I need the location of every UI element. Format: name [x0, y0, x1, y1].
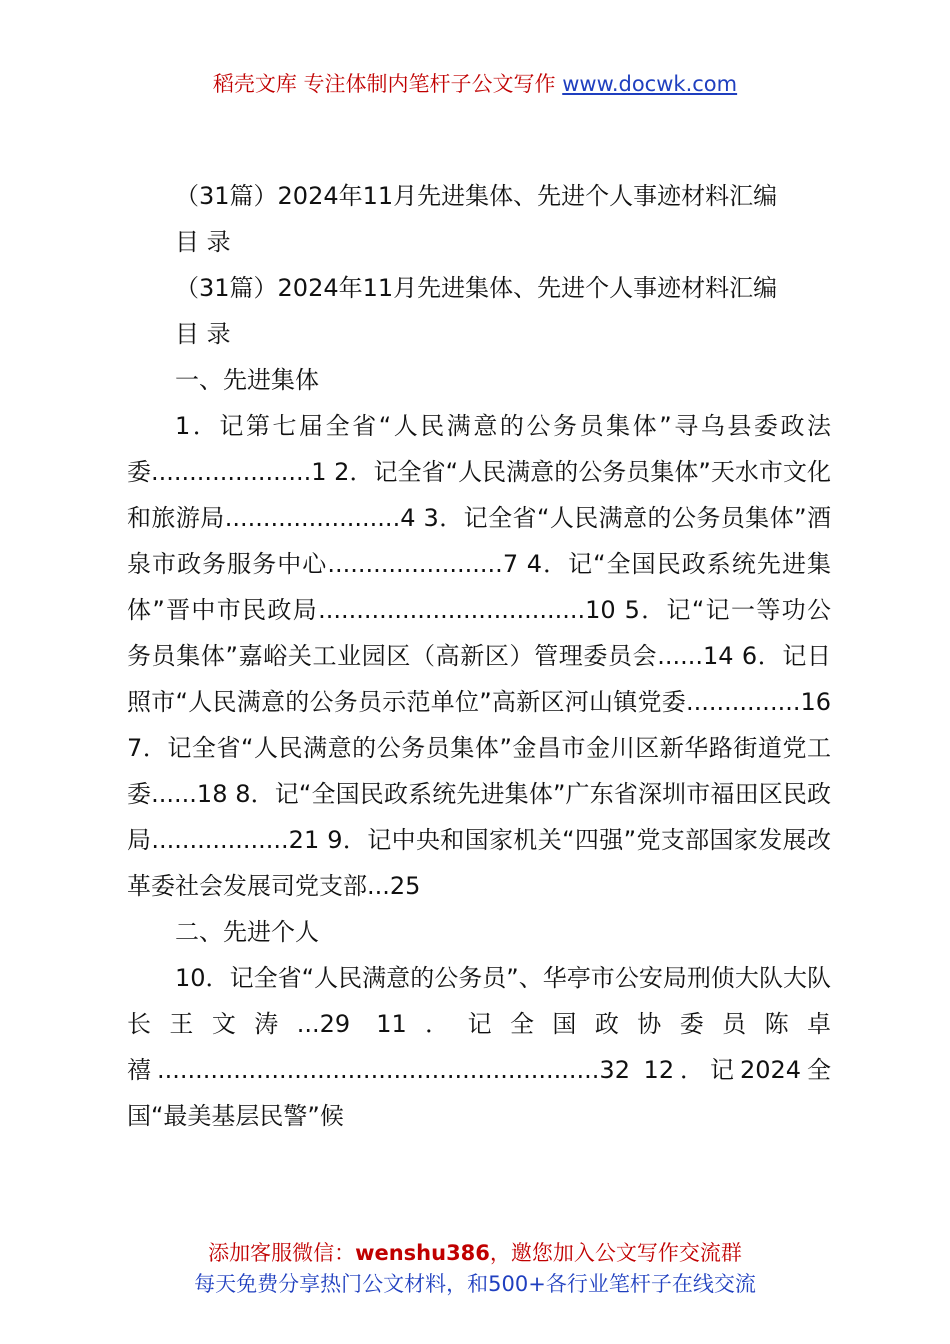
- footer-line1-prefix: 添加客服微信：: [208, 1241, 356, 1265]
- document-title: （31篇）2024年11月先进集体、先进个人事迹材料汇编: [175, 182, 778, 210]
- toc-entries-collectives: 1．记第七届全省“人民满意的公务员集体”寻乌县委政法委.....................1 2．记全省“人民满意的公务员集体”天水市文化和旅游局.......................4 3．记全省“人民满意的公务员集体”酒泉市政务服务中心.......................7 4．记“全国民政系统先进集体”晋中市民政局...................................10 5．记“记一等功公务员集体”嘉峪关工业园区（高新区）管理委员会......14 6．记日照市“人民满意的公务员示范单位”高新区河山镇党委...............16 7．记全省“人民满意的公务员集体”金昌市金川区新华路街道党工委......18 8．记“全国民政系统先进集体”广东省深圳市福田区民政局..................21 9．记中央和国家机关“四强”党支部国家发展改革委社会发展司党支部...25: [127, 412, 831, 900]
- header-brand: 稻壳文库 专注体制内笔杆子公文写作: [212, 72, 563, 96]
- toc-entries-individuals: 10．记全省“人民满意的公务员”、华亭市公安局刑侦大队大队长王文涛...29 11．记全国政协委员陈卓禧..........................................................32 12．记2024全国“最美基层民警”候: [127, 964, 831, 1130]
- site-header: [0, 70, 950, 98]
- footer-wechat-id: wenshu386: [355, 1241, 490, 1265]
- document-title-repeat: （31篇）2024年11月先进集体、先进个人事迹材料汇编: [175, 274, 778, 302]
- section-heading-collectives: 一、先进集体: [175, 366, 319, 394]
- header-url-link[interactable]: www.docwk.com: [562, 72, 738, 96]
- toc-heading-repeat: 目 录: [175, 320, 231, 348]
- document-body: [127, 173, 831, 1139]
- toc-heading: 目 录: [175, 228, 231, 256]
- section-heading-individuals: 二、先进个人: [175, 918, 319, 946]
- promo-footer: [0, 1238, 950, 1300]
- footer-wechat-line: [0, 1238, 950, 1269]
- footer-line1-suffix: ，邀您加入公文写作交流群: [489, 1241, 742, 1265]
- footer-share-line: 每天免费分享热门公文材料，和500+各行业笔杆子在线交流: [194, 1272, 756, 1296]
